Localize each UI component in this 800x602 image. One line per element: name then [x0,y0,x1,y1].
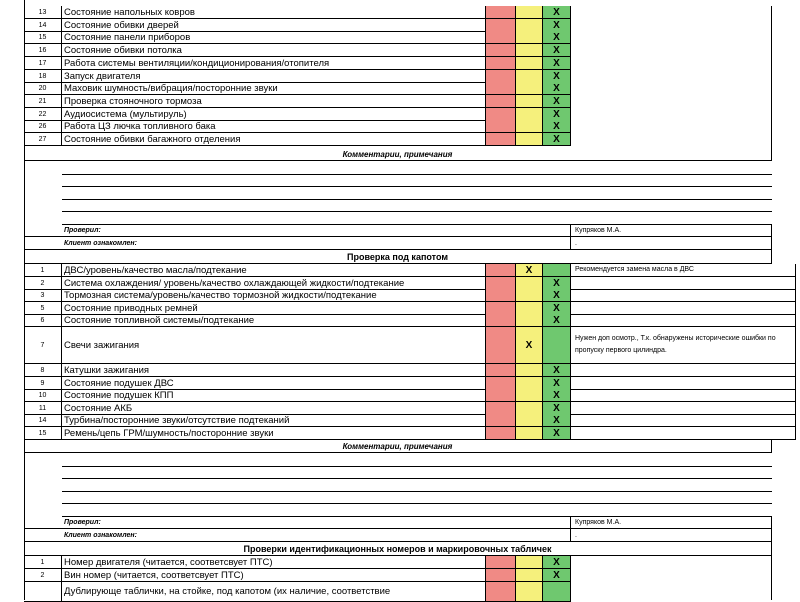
client-ack-label: Клиент ознакомлен: [62,237,571,250]
row-number: 27 [24,133,62,146]
row-note [571,427,796,440]
checked-by-label: Проверил: [62,224,571,237]
row-note [571,364,796,377]
client-ack-value: . [571,237,772,250]
row-number: 2 [24,569,62,582]
status-green-mark: X [543,389,571,402]
row-number: 8 [24,364,62,377]
status-red-cell [486,264,516,277]
row-note [571,389,796,402]
comment-line [62,503,772,504]
check-row [24,414,772,427]
status-green-mark: X [543,108,571,121]
row-item-name: Работа системы вентиляции/кондиционирования/отопителя [62,57,486,70]
status-red-cell [486,414,516,427]
row-number: 1 [24,556,62,569]
status-green-mark: X [543,302,571,315]
sig-spacer [24,516,62,529]
status-yellow-mark: X [516,327,543,364]
status-green-mark: X [543,95,571,108]
row-item-name: Дублирующе таблички, на стойке, под капотом (их наличие, соответствие [62,582,486,602]
sig-spacer [24,529,62,542]
row-number: 15 [24,427,62,440]
row-item-name: Состояние АКБ [62,402,486,415]
row-item-name: ДВС/уровень/качество масла/подтекание [62,264,486,277]
comment-line [62,211,772,212]
row-number: 6 [24,314,62,327]
status-red-cell [486,327,516,364]
row-number: 11 [24,402,62,415]
comment-line [62,491,772,492]
row-number: 9 [24,377,62,390]
status-green-mark: X [543,120,571,133]
checked-by [24,516,772,529]
status-yellow-cell [516,289,543,302]
comment-line [62,186,772,187]
row-note: Нужен доп осмотр., Т.к. обнаружены исторические ошибки по пропуску первого цилиндра. [571,327,796,364]
status-green-mark: X [543,314,571,327]
status-green-mark: X [543,377,571,390]
row-number: 13 [24,6,62,19]
status-yellow-mark: X [516,264,543,277]
row-number: 17 [24,57,62,70]
status-yellow-cell [516,389,543,402]
row-item-name: Состояние обивки багажного отделения [62,133,486,146]
row-note: Рекомендуется замена масла в ДВС [571,264,796,277]
status-green-mark: X [543,414,571,427]
status-green-mark: X [543,133,571,146]
row-item-name: Состояние панели приборов [62,31,486,44]
check-row [24,389,772,402]
status-red-cell [486,364,516,377]
row-item-name: Состояние обивки потолка [62,44,486,57]
row-item-name: Состояние подушек ДВС [62,377,486,390]
row-number: 21 [24,95,62,108]
status-green-mark: X [543,82,571,95]
status-green-mark: X [543,44,571,57]
row-number: 7 [24,327,62,364]
row-number: 3 [24,289,62,302]
check-row [24,427,772,440]
row-item-name: Свечи зажигания [62,327,486,364]
row-item-name: Состояние обивки дверей [62,19,486,32]
status-red-cell [486,289,516,302]
row-item-name: Запуск двигателя [62,70,486,83]
status-green-mark: X [543,19,571,32]
row-note [571,414,796,427]
sig-spacer [24,237,62,250]
row-item-name: Работа ЦЗ лючка топливного бака [62,120,486,133]
checked-by [24,224,772,237]
status-green-mark: X [543,402,571,415]
checked-by-value: Купряков М.А. [571,516,772,529]
check-row [24,264,772,277]
check-row [24,364,772,377]
row-item-name: Состояние топливной системы/подтекание [62,314,486,327]
status-yellow-cell [516,414,543,427]
check-row [24,289,772,302]
row-item-name: Проверка стояночного тормоза [62,95,486,108]
row-item-name: Вин номер (читается, соответсвует ПТС) [62,569,486,582]
row-note [571,289,796,302]
comment-line [62,466,772,467]
row-item-name: Аудиосистема (мультируль) [62,108,486,121]
status-green-mark: X [543,31,571,44]
status-green-mark: X [543,6,571,19]
status-yellow-cell [516,427,543,440]
sig-spacer [24,224,62,237]
section-title-identification: Проверки идентификационных номеров и маркировочных табличек [24,542,772,556]
block3-right-frame [24,556,772,600]
status-green-mark: X [543,556,571,569]
row-item-name: Состояние приводных ремней [62,302,486,315]
row-number: 20 [24,82,62,95]
status-yellow-cell [516,314,543,327]
status-red-cell [486,314,516,327]
row-number: 2 [24,277,62,290]
row-number: 10 [24,389,62,402]
status-green-mark: X [543,427,571,440]
row-item-name: Номер двигателя (читается, соответсвует ПТС) [62,556,486,569]
row-item-name: Турбина/посторонние звуки/отсутствие подтеканий [62,414,486,427]
row-item-name: Ремень/цепь ГРМ/шумность/посторонние звуки [62,427,486,440]
status-green-mark: X [543,569,571,582]
status-green-mark: X [543,277,571,290]
row-number: 14 [24,414,62,427]
row-number: 15 [24,31,62,44]
client-ack-label: Клиент ознакомлен: [62,529,571,542]
row-number: 26 [24,120,62,133]
comment-line [62,174,772,175]
comment-line [62,199,772,200]
comments-title: Комментарии, примечания [24,440,772,453]
row-note [571,314,796,327]
row-item-name: Система охлаждения/ уровень/качество охлаждающей жидкости/подтекание [62,277,486,290]
comments-title: Комментарии, примечания [24,148,772,161]
row-item-name: Состояние подушек КПП [62,389,486,402]
row-number: 14 [24,19,62,32]
row-number: 16 [24,44,62,57]
status-red-cell [486,427,516,440]
row-number: 1 [24,264,62,277]
row-item-name: Катушки зажигания [62,364,486,377]
status-green-cell [543,264,571,277]
checked-by-label: Проверил: [62,516,571,529]
row-number: 5 [24,302,62,315]
row-item-name: Маховик шумность/вибрация/посторонние звуки [62,82,486,95]
checked-by-value: Купряков М.А. [571,224,772,237]
row-item-name: Состояние напольных ковров [62,6,486,19]
check-row [24,314,772,327]
client-ack [24,237,772,250]
section-title-under-hood: Проверка под капотом [24,250,772,264]
row-item-name: Тормозная система/уровень/качество тормозной жидкости/подтекание [62,289,486,302]
status-green-mark: X [543,289,571,302]
status-green-mark: X [543,70,571,83]
row-number: 18 [24,70,62,83]
status-green-cell [543,327,571,364]
client-ack-value: . [571,529,772,542]
status-green-mark: X [543,364,571,377]
status-red-cell [486,389,516,402]
status-yellow-cell [516,364,543,377]
check-row [24,327,776,364]
block1-right-frame [24,6,772,148]
row-number: 22 [24,108,62,121]
status-green-mark: X [543,57,571,70]
comment-line [62,478,772,479]
client-ack [24,529,772,542]
